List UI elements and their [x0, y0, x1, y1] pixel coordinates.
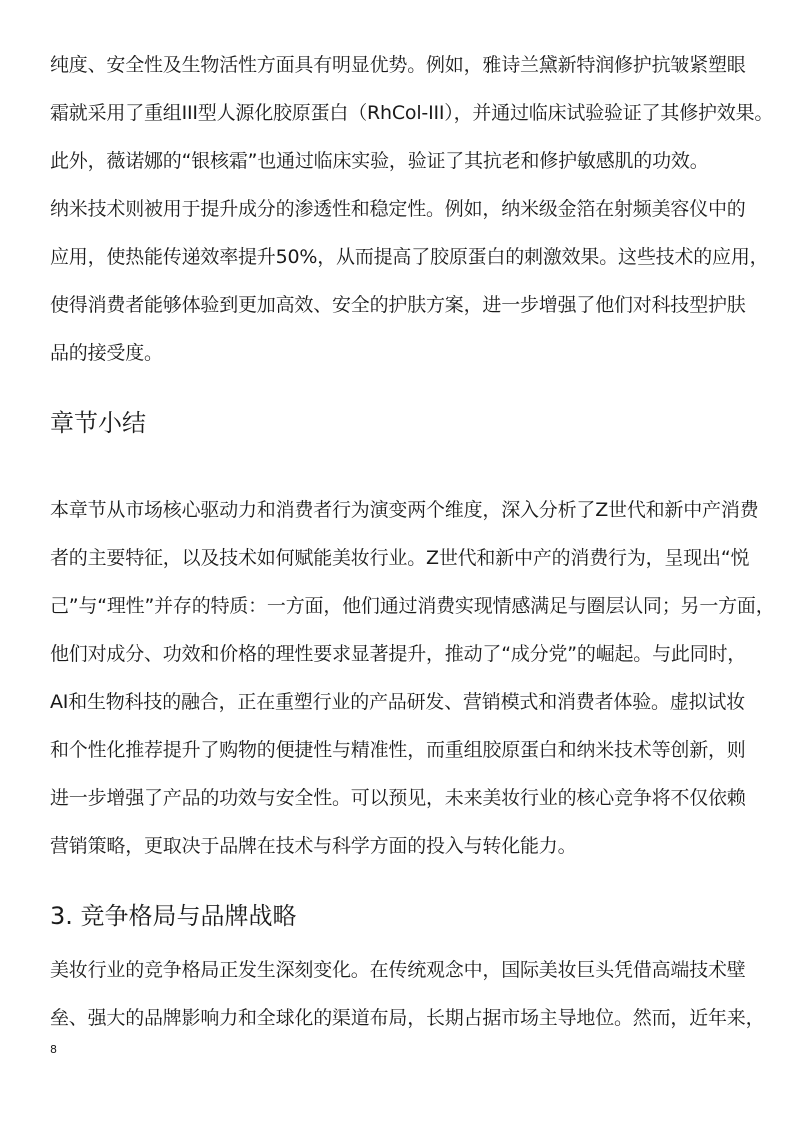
text-line: 进一步增强了产品的功效与安全性。可以预见，未来美妆行业的核心竞争将不仅依赖: [50, 787, 746, 809]
text-line: 纳米技术则被用于提升成分的渗透性和稳定性。例如，纳米级金箔在射频美容仪中的: [50, 198, 746, 220]
page-number: 8: [50, 1043, 57, 1056]
text-line: 纯度、安全性及生物活性方面具有明显优势。例如，雅诗兰黛新特润修护抗皱紧塑眼: [50, 54, 746, 76]
text-line: 营销策略，更取决于品牌在技术与科学方面的投入与转化能力。: [50, 835, 577, 857]
text-line: 应用，使热能传递效率提升50%，从而提高了胶原蛋白的刺激效果。这些技术的应用，: [50, 246, 769, 268]
text-line: 美妆行业的竞争格局正发生深刻变化。在传统观念中，国际美妆巨头凭借高端技术壁: [50, 959, 746, 981]
text-line: 本章节从市场核心驱动力和消费者行为演变两个维度，深入分析了Z世代和新中产消费: [50, 499, 759, 521]
text-line: 他们对成分、功效和价格的理性要求显著提升，推动了“成分党”的崛起。与此同时，: [50, 643, 747, 665]
text-line: 己”与“理性”并存的特质：一方面，他们通过消费实现情感满足与圈层认同；另一方面，: [50, 595, 775, 617]
heading-section-3: 3. 竞争格局与品牌战略: [50, 902, 297, 930]
text-line: 者的主要特征，以及技术如何赋能美妆行业。Z世代和新中产的消费行为，呈现出“悦: [50, 547, 750, 569]
text-line: 此外，薇诺娜的“银核霜”也通过临床实验，验证了其抗老和修护敏感肌的功效。: [50, 150, 709, 172]
text-line: 和个性化推荐提升了购物的便捷性与精准性，而重组胶原蛋白和纳米技术等创新，则: [50, 739, 746, 761]
text-line: AI和生物科技的融合，正在重塑行业的产品研发、营销模式和消费者体验。虚拟试妆: [50, 691, 746, 713]
text-line: 霜就采用了重组III型人源化胶原蛋白（RhCol-III），并通过临床试验验证了其修护效果。: [50, 102, 774, 124]
text-line: 品的接受度。: [50, 342, 163, 364]
text-line: 垒、强大的品牌影响力和全球化的渠道布局，长期占据市场主导地位。然而，近年来，: [50, 1007, 765, 1029]
text-line: 使得消费者能够体验到更加高效、安全的护肤方案，进一步增强了他们对科技型护肤: [50, 294, 746, 316]
heading-summary: 章节小结: [50, 409, 146, 437]
